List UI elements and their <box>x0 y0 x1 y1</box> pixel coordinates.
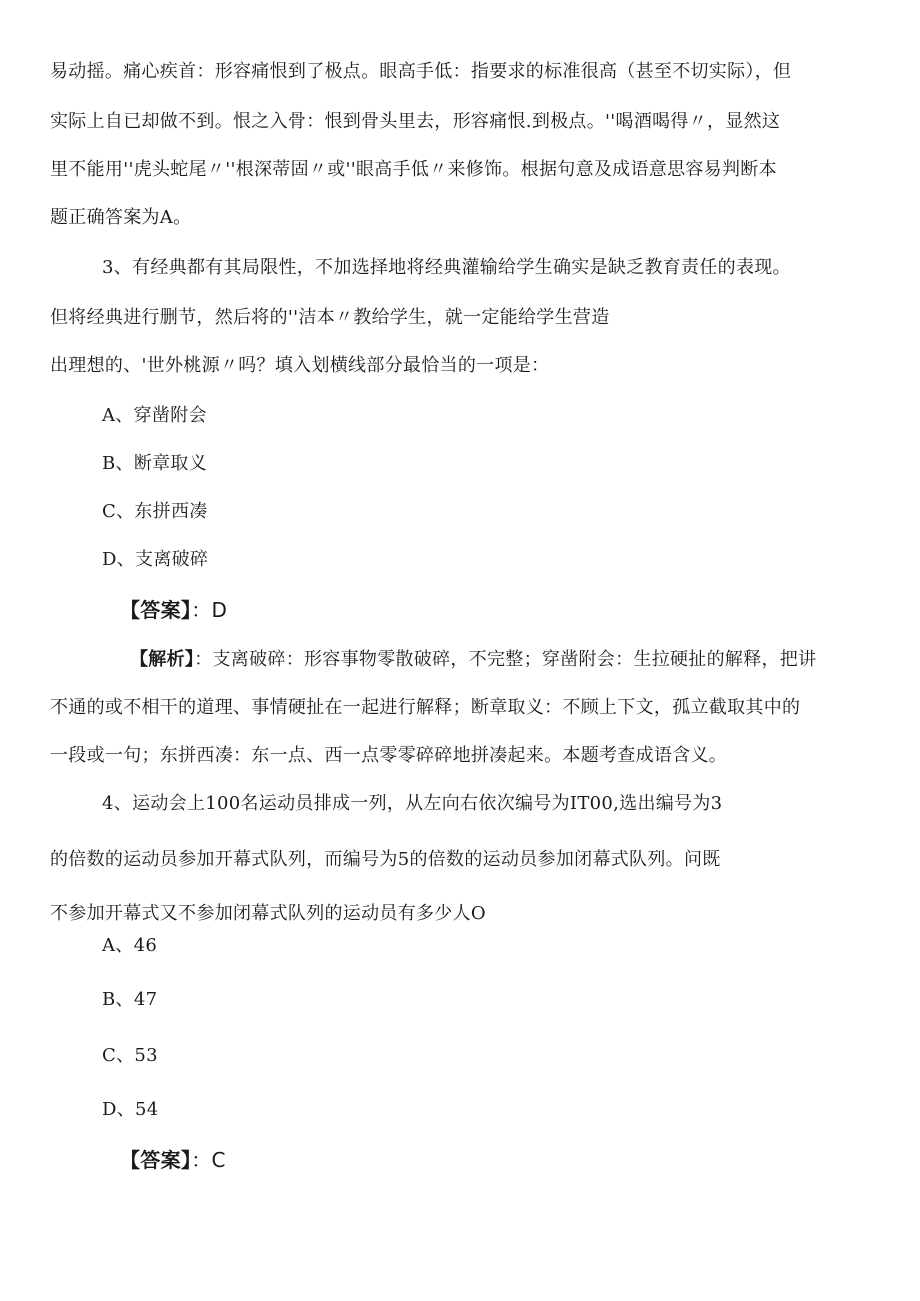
q4-option-d: D、54 <box>102 1099 159 1120</box>
q3-analysis-text-1: ：支离破碎：形容事物零散破碎，不完整；穿凿附会：生拉硬扯的解释，把讲 <box>194 649 817 670</box>
q4-answer <box>120 1148 226 1172</box>
q4-stem-line-2: 的倍数的运动员参加开幕式队列，而编号为5的倍数的运动员参加闭幕式队列。问既 <box>50 849 721 870</box>
q3-stem-line-3: 出理想的、'世外桃源〃吗？填入划横线部分最恰当的一项是： <box>50 355 550 376</box>
q4-option-a: A、46 <box>102 935 158 956</box>
q3-analysis-label: 【解析】 <box>130 649 195 670</box>
q4-option-c: C、53 <box>102 1045 158 1066</box>
q3-analysis-line-1 <box>130 648 816 672</box>
q4-answer-label: 【答案】 <box>120 1148 192 1172</box>
intro-line-1: 易动摇。痛心疾首：形容痛恨到了极点。眼高手低：指要求的标准很高（甚至不切实际），但 <box>50 61 792 82</box>
q3-stem-line-2: 但将经典进行删节，然后将的''洁本〃教给学生，就一定能给学生营造 <box>50 307 610 328</box>
q3-analysis-line-2: 不通的或不相干的道理、事情硬扯在一起进行解释；断章取义：不顾上下文，孤立截取其中的 <box>50 697 801 718</box>
q3-answer-value: ：D <box>191 598 228 622</box>
intro-line-4: 题正确答案为A。 <box>50 207 192 228</box>
intro-line-2: 实际上自已却做不到。恨之入骨：恨到骨头里去，形容痛恨.到极点。''喝酒喝得〃，显然这 <box>50 111 781 132</box>
q4-stem-line-3: 不参加开幕式又不参加闭幕式队列的运动员有多少人O <box>50 903 486 924</box>
q3-option-b: B、断章取义 <box>102 453 208 474</box>
q3-answer <box>120 598 227 622</box>
q3-answer-label: 【答案】 <box>120 598 192 622</box>
intro-line-3: 里不能用''虎头蛇尾〃''根深蒂固〃或''眼高手低〃来修饰。根据句意及成语意思容易判断本 <box>50 159 777 180</box>
q4-stem-line-1: 4、运动会上100名运动员排成一列，从左向右依次编号为IT00,选出编号为3 <box>102 793 723 814</box>
q3-stem-line-1: 3、有经典都有其局限性，不加选择地将经典灌输给学生确实是缺乏教育责任的表现。 <box>102 257 791 278</box>
q4-option-b: B、47 <box>102 989 158 1010</box>
q3-option-a: A、穿凿附会 <box>102 405 207 426</box>
q3-option-c: C、东拼西凑 <box>102 501 208 522</box>
q3-option-d: D、支离破碎 <box>102 549 209 570</box>
q3-analysis-line-3: 一段或一句；东拼西凑：东一点、西一点零零碎碎地拼凑起来。本题考查成语含义。 <box>50 745 728 766</box>
q4-answer-value: ：C <box>191 1148 226 1172</box>
